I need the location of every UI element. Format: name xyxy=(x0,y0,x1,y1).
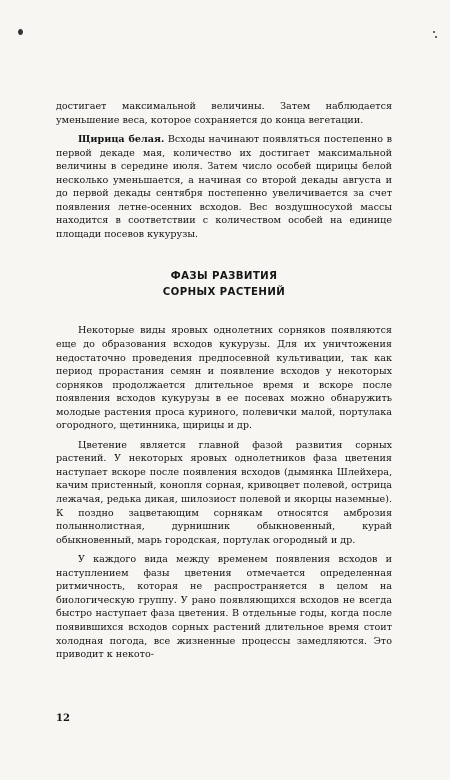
heading-line-1: ФАЗЫ РАЗВИТИЯ xyxy=(170,271,278,283)
paragraph-rhythm: У каждого вида между временем появления всходов и наступлением фазы цветения отмечается определенная ритмичность, которая не распространяется в целом на биологическую группу. У рано появляющихся всходов не всегда быстро наступает фаза цветения. В отдельные годы, когда после появившихся всходов сорных растений длительное время стоит холодная погода, все жизненные процессы замедляются. Это приводит к некото- xyxy=(56,554,392,661)
section-heading xyxy=(56,269,392,301)
scan-speck xyxy=(435,36,437,38)
run-in-heading: Щирица белая. xyxy=(78,134,165,146)
scan-speck xyxy=(433,31,435,33)
heading-line-2: СОРНЫХ РАСТЕНИЙ xyxy=(162,287,286,299)
paragraph-flowering: Цветение является главной фазой развития сорных растений. У некоторых яровых однолетников фаза цветения наступает вскоре после появления всходов (дымянка Шлейхера, качим пристенный, конопля сорная, кривоцвет полевой, острица лежачая, редька дикая, шилозиост полевой и якорцы наземные). К поздно зацветающим сорнякам относятся амброзия полыннолистная, дурнишник обыкновенный, курай обыкновенный, марь городская, портулак огородный и др. xyxy=(56,439,392,546)
page-number: 12 xyxy=(56,713,70,724)
paragraph-continuation: достигает максимальной величины. Затем наблюдается уменьшение веса, которое сохраняется до конца вегетации. xyxy=(56,101,392,126)
paragraph-amaranth xyxy=(56,133,392,241)
paragraph-text: Всходы начинают появляться постепенно в первой декаде мая, количество их достигает максимальной величины в середине июля. Затем число особей щирицы белой несколько уменьшается, а начиная со второй декады августа и до первой декады сентября постепенно увеличивается за счет появления летне-осенних всходов. Вес воздушносухой массы находится в соответствии с количеством особей на единице площади посевов кукурузы. xyxy=(56,134,392,240)
book-page xyxy=(56,100,392,662)
paragraph-early-weeds: Некоторые виды яровых однолетних сорняков появляются еще до образования всходов кукурузы. Для их уничтожения недостаточно проведения предпосевной культивации, так как период прорастания семян и появление всходов у некоторых сорняков продолжается длительное время и вскоре после появления всходов кукурузы в ее посевах можно обнаружить молодые растения проса куриного, полевички малой, портулака огородного, щетинника, щирицы и др. xyxy=(56,325,392,432)
scan-speck xyxy=(18,29,23,35)
